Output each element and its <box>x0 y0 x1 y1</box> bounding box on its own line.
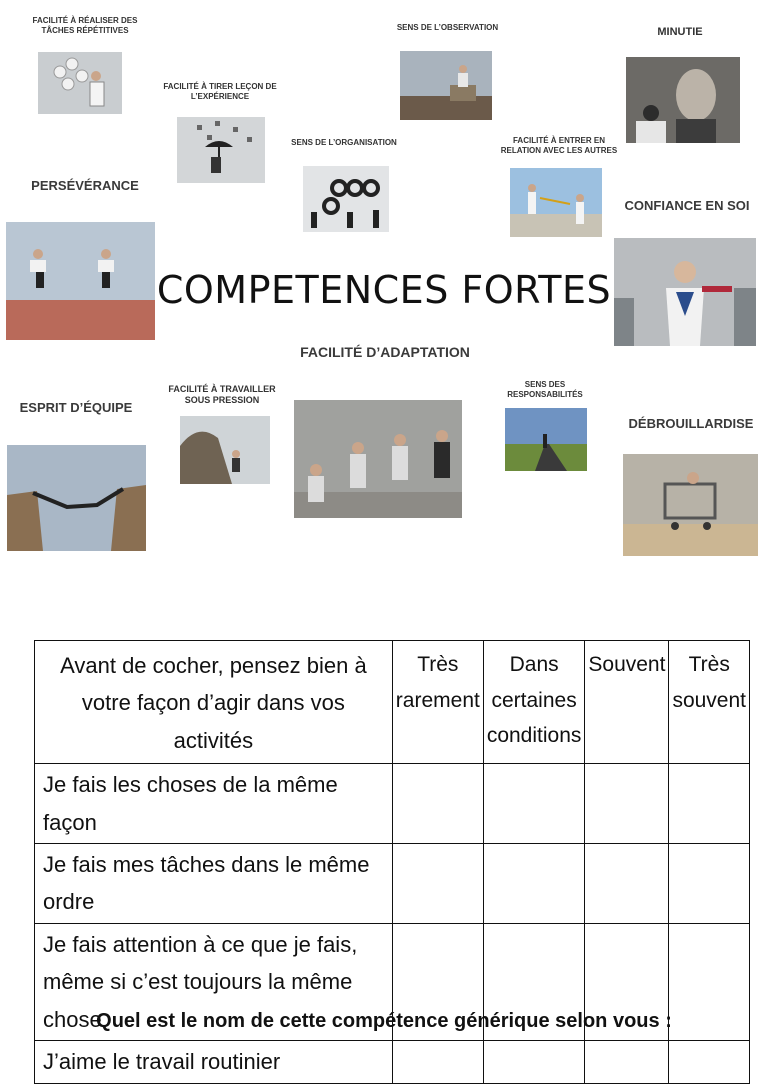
column-header: Souvent <box>585 641 669 764</box>
checkbox-cell[interactable] <box>392 764 483 844</box>
question-text: J’aime le travail routinier <box>35 1040 393 1083</box>
checkbox-cell[interactable] <box>483 843 585 923</box>
table-row <box>35 764 750 844</box>
question-text: Je fais les choses de la même façon <box>35 764 393 844</box>
checkbox-cell[interactable] <box>483 764 585 844</box>
photo-repetitive <box>38 52 122 114</box>
label-responsabilites: SENS DES RESPONSABILITÉS <box>507 380 583 399</box>
checkbox-cell[interactable] <box>669 843 750 923</box>
photo-pression <box>180 416 270 484</box>
label-pression: FACILITÉ À TRAVAILLER SOUS PRESSION <box>168 384 276 406</box>
photo-responsabilites <box>505 408 587 471</box>
photo-debrouillardise <box>623 454 758 556</box>
page-title: COMPETENCES FORTES <box>156 268 612 312</box>
label-observation: SENS DE L’OBSERVATION <box>396 23 499 32</box>
bottom-question: Quel est le nom de cette compétence générique selon vous : <box>96 1010 672 1032</box>
photo-relation <box>510 168 602 237</box>
question-text: Je fais mes tâches dans le même ordre <box>35 843 393 923</box>
label-confiance: CONFIANCE EN SOI <box>624 198 750 213</box>
column-header: Très rarement <box>392 641 483 764</box>
label-equipe: ESPRIT D’ÉQUIPE <box>19 400 133 415</box>
table-row <box>35 1040 750 1083</box>
checkbox-cell[interactable] <box>392 843 483 923</box>
label-relation: FACILITÉ À ENTRER EN RELATION AVEC LES AUTRES <box>500 136 618 155</box>
photo-organisation <box>303 166 389 232</box>
label-adaptation: FACILITÉ D’ADAPTATION <box>300 344 470 360</box>
label-repetitive: FACILITÉ À RÉALISER DES TÂCHES RÉPÉTITIVES <box>32 16 138 35</box>
column-header: Dans certaines conditions <box>483 641 585 764</box>
label-debrouillardise: DÉBROUILLARDISE <box>628 416 754 431</box>
checkbox-cell[interactable] <box>392 1040 483 1083</box>
photo-adaptation <box>294 400 462 518</box>
checkbox-cell[interactable] <box>669 1040 750 1083</box>
label-organisation: SENS DE L’ORGANISATION <box>291 138 397 147</box>
checkbox-cell[interactable] <box>585 843 669 923</box>
table-row <box>35 843 750 923</box>
photo-equipe <box>7 445 146 551</box>
photo-observation <box>400 51 492 120</box>
checkbox-cell[interactable] <box>585 1040 669 1083</box>
question-text: Je fais attention à ce que je fais, même si c’est toujours la même chose <box>35 923 393 1040</box>
table-instruction: Avant de cocher, pensez bien à votre façon d’agir dans vos activités <box>35 641 393 764</box>
label-experience: FACILITÉ À TIRER LEÇON DE L’EXPÉRIENCE <box>163 82 277 101</box>
column-header: Très souvent <box>669 641 750 764</box>
checkbox-cell[interactable] <box>669 764 750 844</box>
checkbox-cell[interactable] <box>585 764 669 844</box>
photo-experience <box>177 117 265 183</box>
checkbox-cell[interactable] <box>483 1040 585 1083</box>
label-perseverance: PERSÉVÉRANCE <box>31 178 139 193</box>
photo-minutie <box>626 57 740 143</box>
label-minutie: MINUTIE <box>657 26 703 38</box>
